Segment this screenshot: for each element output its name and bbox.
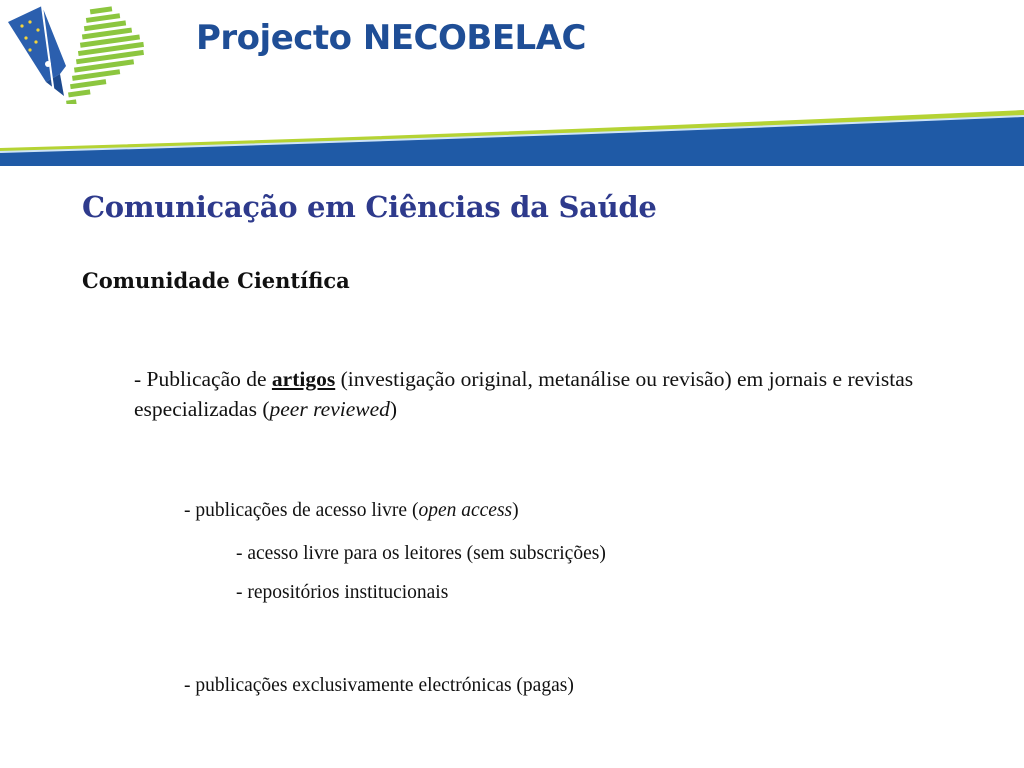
slide-subtitle: Comunidade Científica: [82, 268, 350, 293]
item-suffix: ): [512, 500, 519, 521]
paragraph-suffix: ): [389, 397, 398, 421]
list-item-electronic-publications: - publicações exclusivamente electrónicas (pagas): [184, 675, 574, 696]
paragraph-prefix: - Publicação de: [134, 367, 272, 391]
list-item-free-readers: - acesso livre para os leitores (sem subscrições): [236, 543, 606, 564]
pen-nib-logo-icon: [8, 6, 66, 96]
paragraph-italic: peer reviewed: [269, 397, 390, 421]
green-stripes-logo-icon: [66, 6, 144, 104]
header-swoosh-band: [0, 106, 1024, 170]
paragraph-middle: (investigação original, metanálise ou revisão) em jornais e revistas especializadas (: [134, 367, 914, 421]
brand-title: Projecto NECOBELAC: [196, 18, 586, 58]
list-item-repositories: - repositórios institucionais: [236, 582, 449, 603]
necobelac-logo-icon: [0, 0, 170, 104]
list-item-open-access: [184, 500, 519, 522]
item-italic: open access: [418, 500, 513, 521]
articles-paragraph: [134, 364, 934, 424]
slide-header: [0, 0, 1024, 170]
paragraph-emphasis: artigos: [271, 367, 336, 391]
slide-title: Comunicação em Ciências da Saúde: [82, 190, 657, 224]
item-prefix: - publicações de acesso livre (: [184, 500, 419, 521]
